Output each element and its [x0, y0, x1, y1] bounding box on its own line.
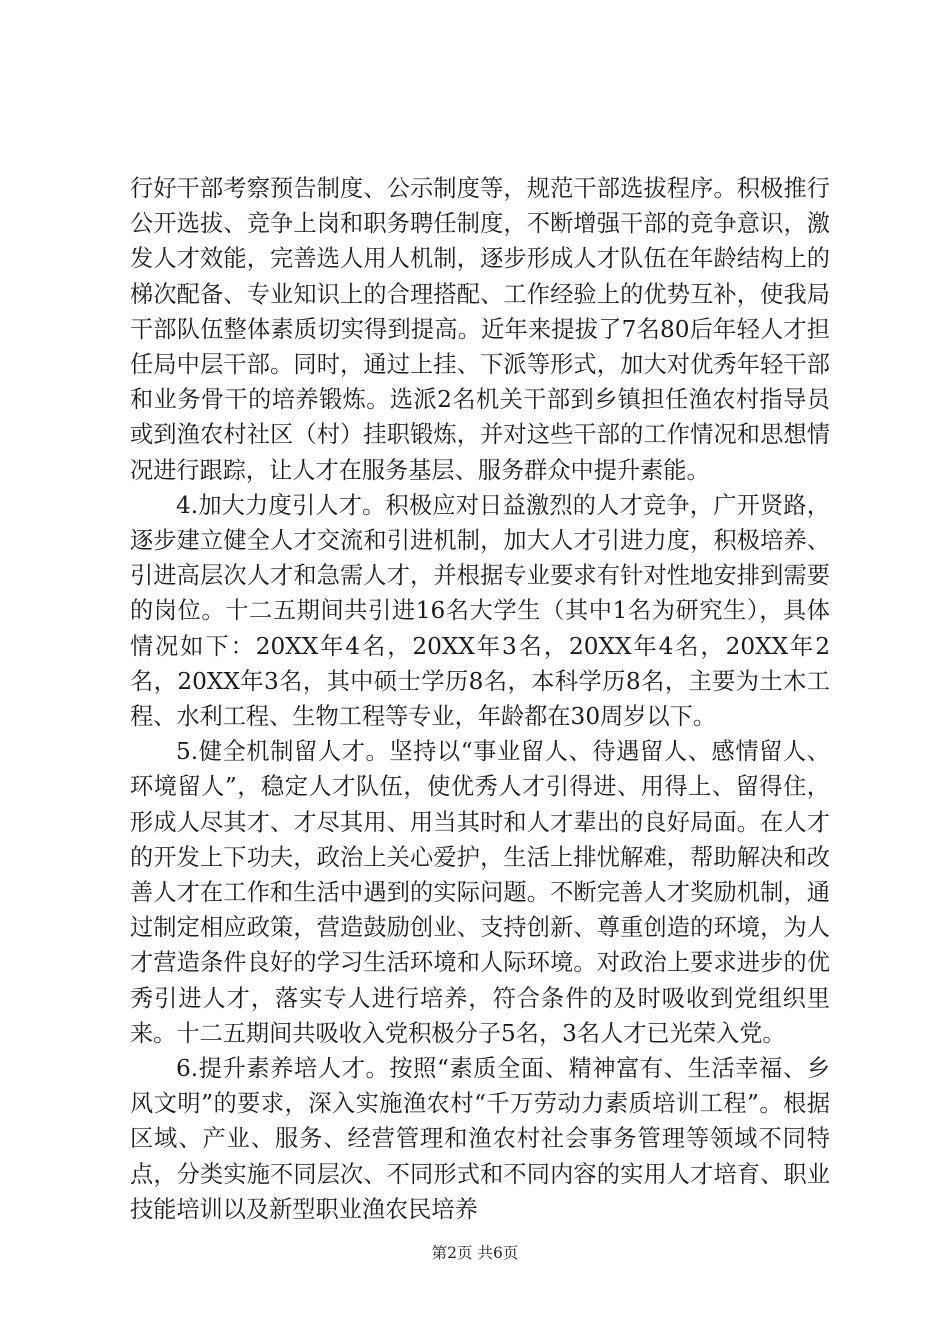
page-number-footer: 第2页 共6页	[431, 1244, 519, 1262]
paragraph-talent-training: 6.提升素养培人才。按照“素质全面、精神富有、生活幸福、乡风文明”的要求，深入实施渔农村“千万劳动力素质培训工程”。根据区域、产业、服务、经营管理和渔农村社会事务管理等领域不同特点，分类实施不同层次、不同形式和不同内容的实用人才培育、职业技能培训以及新型职业渔农民培养	[130, 1055, 830, 1223]
paragraph-talent-retention: 5.健全机制留人才。坚持以“事业留人、待遇留人、感情留人、环境留人”，稳定人才队伍，使优秀人才引得进、用得上、留得住，形成人尽其才、才尽其用、用当其时和人才辈出的良好局面。在人才的开发上下功夫，政治上关心爱护，生活上排忧解难，帮助解决和改善人才在工作和生活中遇到的实际问题。不断完善人才奖励机制，通过制定相应政策，营造鼓励创业、支持创新、尊重创造的环境，为人才营造条件良好的学习生活环境和人际环境。对政治上要求进步的优秀引进人才，落实专人进行培养，符合条件的及时吸收到党组织里来。十二五期间共吸收入党积极分子5名，3名人才已光荣入党。	[130, 738, 830, 1047]
document-body	[130, 171, 830, 1227]
paragraph-talent-introduction: 4.加大力度引人才。积极应对日益激烈的人才竞争，广开贤路，逐步建立健全人才交流和引进机制，加大人才引进力度，积极培养、引进高层次人才和急需人才，并根据专业要求有针对性地安排到需要的岗位。十二五期间共引进16名大学生（其中1名为研究生），具体情况如下：20XX年4名，20XX年3名，20XX年4名，20XX年2名，20XX年3名，其中硕士学历8名，本科学历8名，主要为土木工程、水利工程、生物工程等专业，年龄都在30周岁以下。	[130, 491, 830, 731]
paragraph-cadre-selection: 行好干部考察预告制度、公示制度等，规范干部选拔程序。积极推行公开选拔、竞争上岗和职务聘任制度，不断增强干部的竞争意识，激发人才效能，完善选人用人机制，逐步形成人才队伍在年龄结构上的梯次配备、专业知识上的合理搭配、工作经验上的优势互补，使我局干部队伍整体素质切实得到提高。近年来提拔了7名80后年轻人才担任局中层干部。同时，通过上挂、下派等形式，加大对优秀年轻干部和业务骨干的培养锻炼。选派2名机关干部到乡镇担任渔农村指导员或到渔农村社区（村）挂职锻炼，并对这些干部的工作情况和思想情况进行跟踪，让人才在服务基层、服务群众中提升素能。	[130, 175, 830, 484]
